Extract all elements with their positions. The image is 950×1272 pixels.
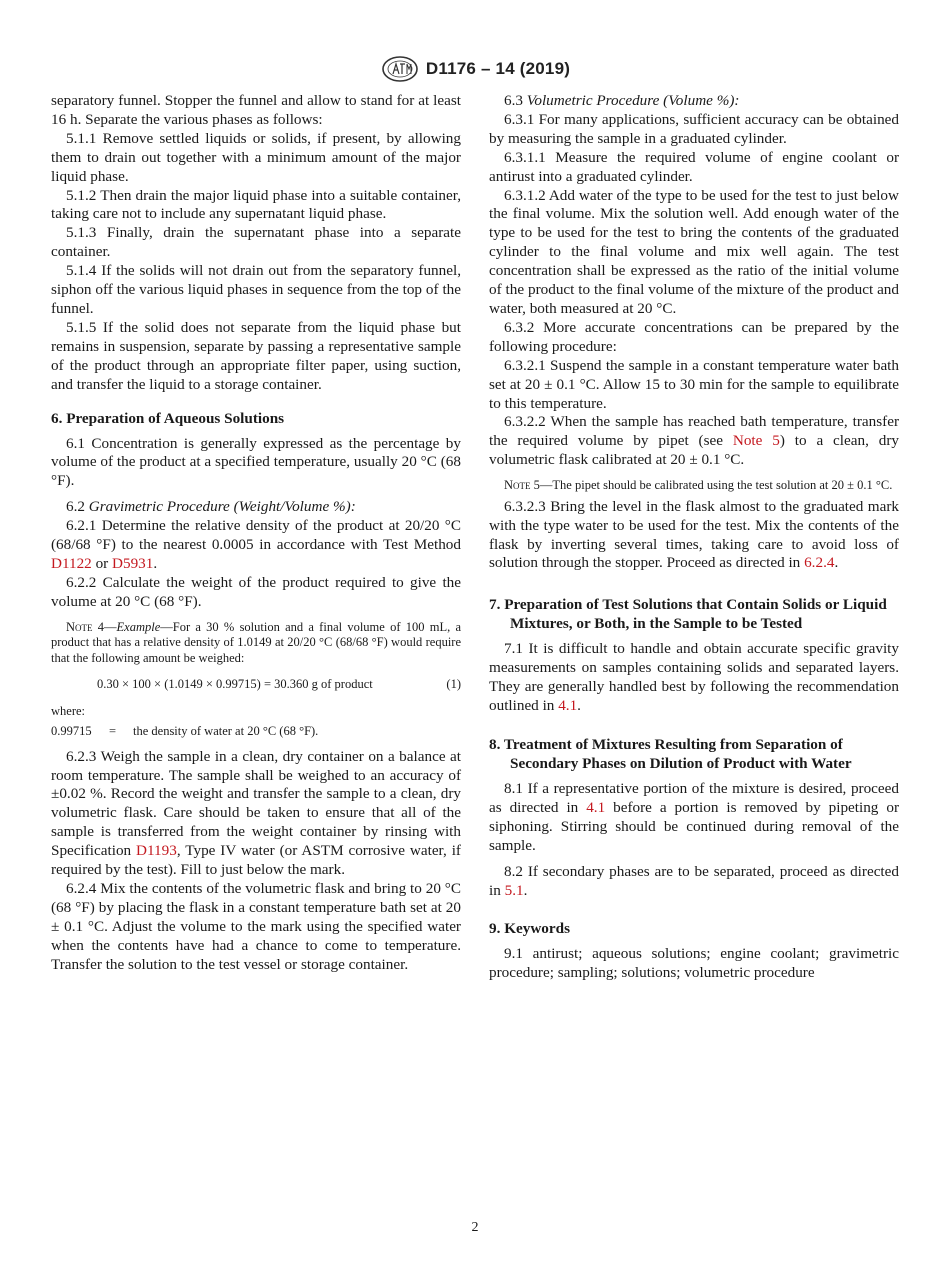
paragraph-text: . bbox=[834, 554, 839, 572]
definition-text: the density of water at 20 °C (68 °F). bbox=[133, 724, 319, 739]
paragraph-number: 6.2 bbox=[66, 498, 85, 516]
paragraph-text: 7.1 It is difficult to handle and obtain accurate specific gravity measurements on samples containing solids and separated layers. They are generally handled best by following the recommendation outlined in bbox=[489, 640, 899, 715]
paragraph-text: , Type IV water (or ASTM corrosive water, if required by the test). Fill to just below the mark. bbox=[51, 842, 461, 879]
paragraph-continuation: separatory funnel. Stopper the funnel and allow to stand for at least 16 h. Separate the various phases as follows: bbox=[51, 92, 461, 128]
paragraph-7-1 bbox=[489, 640, 899, 716]
note-4 bbox=[51, 620, 461, 667]
paragraph-text: . bbox=[523, 881, 528, 899]
paragraph-6-2-2: 6.2.2 Calculate the weight of the product required to give the volume at 20 °C (68 °F). bbox=[51, 573, 461, 610]
paragraph-text: or bbox=[91, 554, 113, 572]
paragraph-text: . bbox=[153, 554, 158, 572]
note-dash: — bbox=[104, 619, 117, 634]
page-header bbox=[0, 56, 950, 82]
note-label: Note 5 bbox=[504, 478, 540, 493]
section-6-heading: 6. Preparation of Aqueous Solutions bbox=[51, 409, 285, 427]
paragraph-6-2-4: 6.2.4 Mix the contents of the volumetric flask and bring to 20 °C (68 °F) by placing the flask in a constant temperature bath set at 20 ± 0.1 °C. Adjust the volume to the mark using the specified water when the contents have had a chance to come to temperature. Transfer the solution to the test vessel or storage container. bbox=[51, 879, 461, 973]
paragraph-6-3 bbox=[489, 92, 899, 111]
paragraph-5-1-1: 5.1.1 Remove settled liquids or solids, if present, by allowing them to drain out together with a minimum amount of the major liquid phase. bbox=[51, 129, 461, 185]
paragraph-title: Gravimetric Procedure (Weight/Volume %): bbox=[88, 498, 356, 516]
paragraph-5-1-3: 5.1.3 Finally, drain the supernatant phase into a separate container. bbox=[51, 224, 461, 261]
paragraph-6-3-1-1: 6.3.1.1 Measure the required volume of engine coolant or antirust into a graduated cylinder. bbox=[489, 148, 899, 185]
paragraph-6-3-1: 6.3.1 For many applications, sufficient accuracy can be obtained by measuring the sample in a graduated cylinder. bbox=[489, 110, 899, 147]
paragraph-text: 6.2.3 Weigh the sample in a clean, dry container on a balance at room temperature. The sample shall be weighed to an accuracy of ±0.02 %. Record the weight and transfer the sample to a clean, dry volumetric flask. Care should be taken to ensure that all of the sample is transferred from the weight container by rinsing with Specification bbox=[51, 747, 461, 860]
page-number: 2 bbox=[471, 1220, 479, 1235]
paragraph-8-2 bbox=[489, 863, 899, 901]
variable-definition bbox=[51, 724, 461, 740]
note-example-label: Example bbox=[116, 619, 161, 634]
definition-symbol: 0.99715 bbox=[51, 724, 92, 739]
document-id: D1176 – 14 (2019) bbox=[425, 59, 571, 78]
paragraph-6-3-2-2 bbox=[489, 413, 899, 470]
paragraph-5-1-5: 5.1.5 If the solid does not separate from the liquid phase but remains in suspension, separate by passing a representative sample of the product through an appropriate filter paper, using suction, and transfer the liquid to a storage container. bbox=[51, 318, 461, 393]
definition-equals: = bbox=[109, 724, 117, 739]
link-d5931[interactable]: D5931 bbox=[112, 554, 154, 572]
paragraph-6-2 bbox=[51, 498, 461, 517]
paragraph-5-1-4: 5.1.4 If the solids will not drain out from the separatory funnel, siphon off the various liquid phases in sequence from the top of the funnel. bbox=[51, 262, 461, 317]
paragraph-text: ) to a clean, dry volumetric flask calibrated at 20 ± 0.1 °C. bbox=[489, 432, 899, 469]
link-d1193[interactable]: D1193 bbox=[136, 842, 177, 860]
link-4-1[interactable]: 4.1 bbox=[558, 697, 578, 715]
astm-logo-icon bbox=[380, 56, 420, 82]
paragraph-5-1-2: 5.1.2 Then drain the major liquid phase into a suitable container, taking care not to include any supernatant liquid phase. bbox=[51, 186, 461, 223]
link-5-1[interactable]: 5.1 bbox=[504, 881, 524, 899]
link-4-1[interactable]: 4.1 bbox=[586, 798, 606, 816]
paragraph-number: 6.3 bbox=[504, 92, 523, 109]
note-label: Note 4 bbox=[66, 619, 105, 634]
paragraph-6-2-3 bbox=[51, 748, 461, 880]
section-7-heading: 7. Preparation of Test Solutions that Contain Solids or Liquid Mixtures, or Both, in the Sample to be Tested bbox=[489, 596, 887, 633]
paragraph-6-3-1-2: 6.3.1.2 Add water of the type to be used for the test to just below the final volume. Mix the solution well. Add enough water of the type to be used for the test to bring the contents of the graduated cylinder to the final volume and mix well again. The test concentration shall be expressed as the ratio of the initial volume of the product to the final volume of the mixture of the product and water, both measured at 20 °C. bbox=[489, 186, 899, 317]
paragraph-6-3-2-1: 6.3.2.1 Suspend the sample in a constant temperature water bath set at 20 ± 0.1 °C. Allow 15 to 30 min for the sample to equilibrate to this temperature. bbox=[489, 356, 899, 412]
link-d1122[interactable]: D1122 bbox=[51, 554, 92, 572]
paragraph-9-1: 9.1 antirust; aqueous solutions; engine coolant; gravimetric procedure; sampling; solutions; volumetric procedure bbox=[489, 945, 899, 982]
paragraph-text: before a portion is removed by pipeting or siphoning. Stirring should be continued during removal of the sample. bbox=[489, 798, 899, 854]
section-9-heading: 9. Keywords bbox=[489, 920, 570, 938]
link-6-2-4[interactable]: 6.2.4 bbox=[804, 554, 835, 572]
paragraph-title: Volumetric Procedure (Volume %): bbox=[526, 92, 740, 109]
paragraph-text: 6.3.2.3 Bring the level in the flask almost to the graduated mark with the type water to be used for the test. Mix the contents of the flask by inverting several times, taking care to avoid loss of solution through the stopper. Proceed as directed in bbox=[489, 497, 899, 572]
paragraph-text: 6.3.2.2 When the sample has reached bath temperature, transfer the required volume by pipet (see bbox=[489, 413, 899, 450]
paragraph-6-2-1 bbox=[51, 517, 461, 574]
paragraph-text: 8.2 If secondary phases are to be separated, proceed as directed in bbox=[489, 862, 899, 899]
link-note-5[interactable]: Note 5 bbox=[732, 432, 780, 450]
paragraph-8-1 bbox=[489, 780, 899, 856]
equation-number: (1) bbox=[446, 677, 461, 692]
note-text: —The pipet should be calibrated using the test solution at 20 ± 0.1 °C. bbox=[539, 478, 893, 493]
paragraph-6-1: 6.1 Concentration is generally expressed as the percentage by volume of the product at a specified temperature, usually 20 °C (68 °F). bbox=[51, 434, 461, 490]
paragraph-text: . bbox=[577, 697, 581, 715]
note-text: —For a 30 % solution and a final volume of 100 mL, a product that has a relative density of 1.0149 at 20/20 °C (68/68 °F) would require that the following amount be weighed: bbox=[51, 619, 461, 665]
section-8-heading: 8. Treatment of Mixtures Resulting from Separation of Secondary Phases on Dilution of Product with Water bbox=[489, 735, 852, 772]
paragraph-6-3-2: 6.3.2 More accurate concentrations can be prepared by the following procedure: bbox=[489, 318, 899, 355]
paragraph-6-3-2-3 bbox=[489, 498, 899, 574]
equation-expression: 0.30 × 100 × (1.0149 × 0.99715) = 30.360 g of product bbox=[97, 677, 373, 692]
left-column bbox=[51, 92, 461, 975]
note-5 bbox=[489, 478, 899, 494]
paragraph-text: 6.2.1 Determine the relative density of the product at 20/20 °C (68/68 °F) to the nearest 0.0005 in accordance with Test Method bbox=[51, 517, 461, 554]
equation-1 bbox=[51, 676, 461, 692]
paragraph-text: 8.1 If a representative portion of the mixture is desired, proceed as directed in bbox=[489, 779, 899, 816]
right-column bbox=[489, 92, 899, 983]
where-label: where: bbox=[51, 704, 86, 719]
